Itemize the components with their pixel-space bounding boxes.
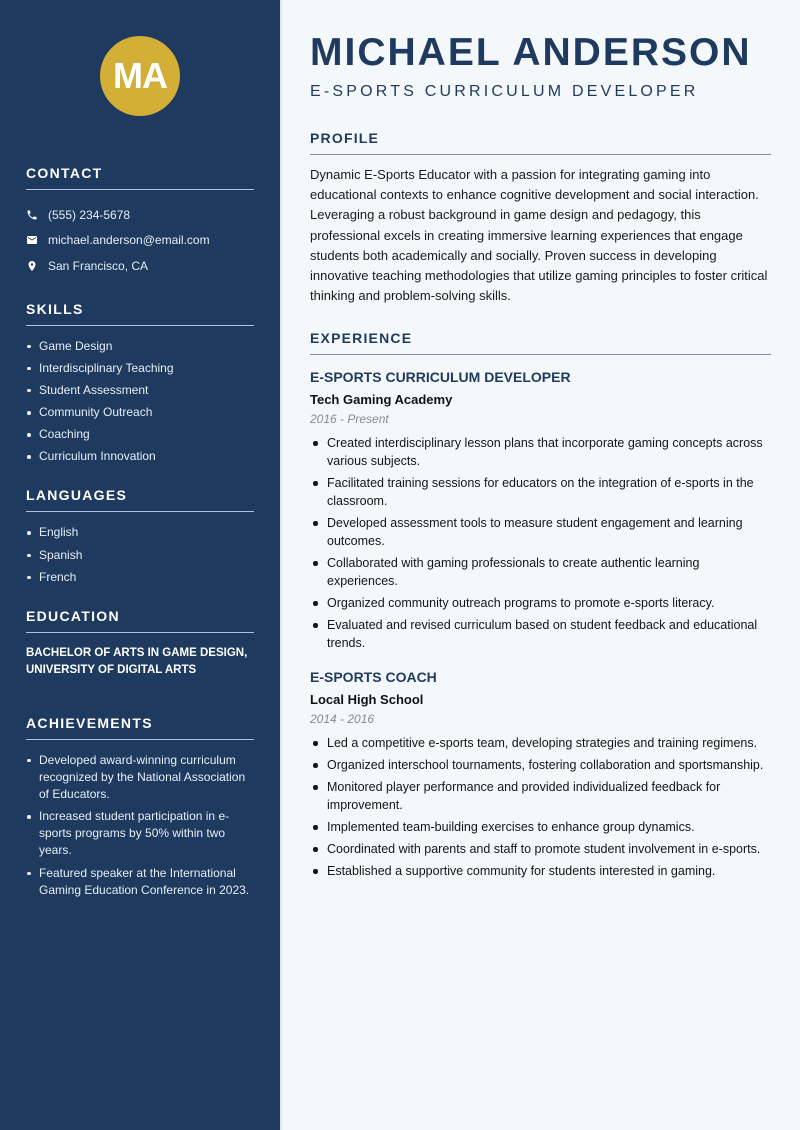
avatar-container [26, 0, 254, 165]
language-item: English [26, 524, 254, 541]
profile-heading: PROFILE [310, 130, 771, 155]
job-bullet: Developed assessment tools to measure student engagement and learning outcomes. [310, 514, 771, 550]
skill-item: Student Assessment [26, 382, 254, 399]
skill-item: Curriculum Innovation [26, 448, 254, 465]
contact-phone[interactable] [26, 202, 254, 228]
job-bullet: Monitored player performance and provided individualized feedback for improvement. [310, 778, 771, 814]
candidate-title: E-SPORTS CURRICULUM DEVELOPER [310, 83, 699, 100]
language-item: French [26, 569, 254, 586]
experience-heading: EXPERIENCE [310, 330, 771, 355]
experience-section [310, 330, 771, 880]
skill-item: Game Design [26, 338, 254, 355]
languages-heading: LANGUAGES [26, 487, 254, 512]
job-bullets [310, 734, 771, 880]
job-bullet: Established a supportive community for students interested in gaming. [310, 862, 771, 880]
language-item: Spanish [26, 547, 254, 564]
job-bullet: Implemented team-building exercises to enhance group dynamics. [310, 818, 771, 836]
email-text: michael.anderson@email.com [48, 233, 210, 248]
achievement-item: Increased student participation in e-sports programs by 50% within two years. [26, 808, 254, 859]
job-bullets [310, 434, 771, 652]
achievements-list [26, 752, 254, 899]
skills-section [26, 301, 254, 466]
education-degree: BACHELOR OF ARTS IN GAME DESIGN, UNIVERSITY OF DIGITAL ARTS [26, 646, 248, 676]
education-section [26, 608, 254, 679]
location-text: San Francisco, CA [48, 258, 149, 273]
avatar-initials: MA [100, 36, 180, 116]
job-dates: 2016 - Present [310, 412, 389, 427]
achievement-item: Developed award-winning curriculum recognized by the National Association of Educators. [26, 752, 254, 803]
phone-icon [26, 209, 48, 221]
sidebar [0, 0, 280, 1130]
sidebar-divider [280, 0, 282, 1130]
job-title: E-SPORTS COACH [310, 669, 437, 686]
contact-heading: CONTACT [26, 165, 254, 190]
job-bullet: Led a competitive e-sports team, developing strategies and training regimens. [310, 734, 771, 752]
achievement-item: Featured speaker at the International Gaming Education Conference in 2023. [26, 865, 254, 899]
job-entry [310, 668, 771, 880]
job-company: Local High School [310, 692, 424, 708]
contact-section [26, 165, 254, 279]
job-title: E-SPORTS CURRICULUM DEVELOPER [310, 369, 571, 386]
main-content [280, 0, 800, 1130]
languages-list [26, 524, 254, 585]
job-bullet: Organized community outreach programs to promote e-sports literacy. [310, 594, 771, 612]
job-bullet: Coordinated with parents and staff to promote student involvement in e-sports. [310, 840, 771, 858]
profile-text: Dynamic E-Sports Educator with a passion for integrating gaming into educational contexts to enhance cognitive development and social interaction. Leveraging a robust background in game design and pedagogy, this professional excels in creating immersive learning experiences that engage students both academically and socially. Proven success in developing innovative teaching methodologies that utilize gaming principles to foster critical thinking and problem-solving skills. [310, 167, 768, 304]
job-bullet: Organized interschool tournaments, fostering collaboration and sportsmanship. [310, 756, 771, 774]
skills-heading: SKILLS [26, 301, 254, 326]
education-heading: EDUCATION [26, 608, 254, 633]
skill-item: Interdisciplinary Teaching [26, 360, 254, 377]
job-bullet: Collaborated with gaming professionals to create authentic learning experiences. [310, 554, 771, 590]
phone-text: (555) 234-5678 [48, 207, 131, 222]
job-company: Tech Gaming Academy [310, 392, 453, 408]
job-dates: 2014 - 2016 [310, 712, 375, 727]
contact-email[interactable] [26, 228, 254, 254]
job-entry [310, 368, 771, 652]
location-pin-icon [26, 260, 48, 272]
job-bullet: Facilitated training sessions for educators on the integration of e-sports in the classroom. [310, 474, 771, 510]
job-bullet: Created interdisciplinary lesson plans that incorporate gaming concepts across various subjects. [310, 434, 771, 470]
job-bullet: Evaluated and revised curriculum based on student feedback and educational trends. [310, 616, 771, 652]
achievements-section [26, 715, 254, 899]
email-icon [26, 234, 48, 246]
skill-item: Coaching [26, 426, 254, 443]
languages-section [26, 487, 254, 585]
candidate-name: MICHAEL ANDERSON [310, 31, 752, 74]
skill-item: Community Outreach [26, 404, 254, 421]
contact-location [26, 253, 254, 279]
achievements-heading: ACHIEVEMENTS [26, 715, 254, 740]
skills-list [26, 338, 254, 466]
profile-section [310, 130, 771, 306]
